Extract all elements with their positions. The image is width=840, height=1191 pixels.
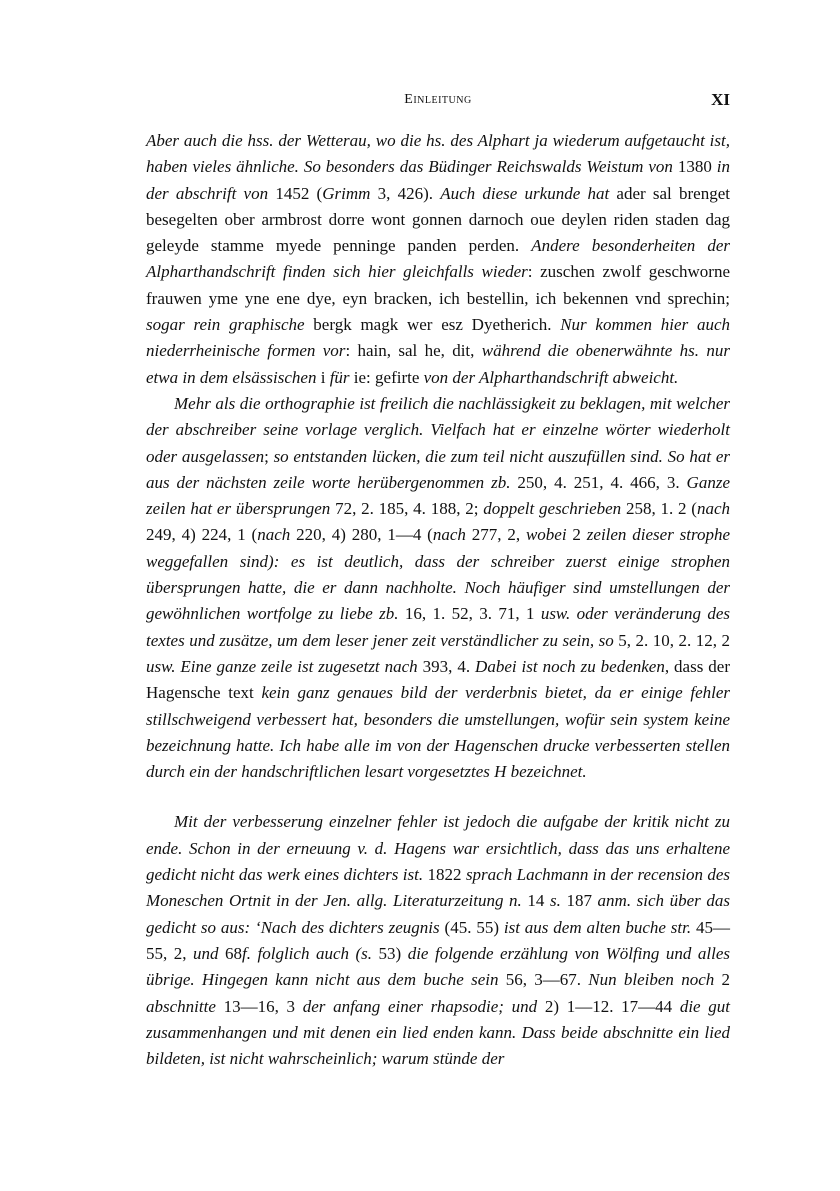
italic-text: der anfang einer rhapsodie; und [302,996,545,1016]
roman-text: , dass der Hagensche text [146,656,730,703]
running-header [146,92,730,116]
italic-text: die gut zusammenhangen und mit denen ein lied enden kann. Dass beide abschnitte ein lied bildeten, ist nicht wahrscheinlich; warum stünde der [146,996,731,1069]
italic-text: sprach Lachmann in der recension des Moneschen Ortnit in der Jen. allg. Literaturzeitung n. [146,865,731,911]
roman-text: 187 [566,891,598,911]
italic-text: sogar rein graphische [146,315,314,335]
roman-text: i [320,367,330,387]
roman-text: ie: gefirte [353,367,424,387]
roman-text: 72, 2. 185, 4. 188, 2; [335,499,484,519]
italic-text: Mehr als die orthographie ist freilich die nachlässigkeit zu beklagen, mit welcher der abschreiber seine vorlage verglich. Vielfach hat er einzelne wörter wiederholt oder ausgelassen [146,393,730,466]
roman-text: 393, 4. [422,656,476,676]
roman-text: (45. 55) [444,917,504,937]
italic-text: Andere besonderheiten der Alpharthandschrift finden sich hier gleichfalls wieder [146,236,730,282]
roman-text: 250, 4. 251, 4. 466, 3. [517,472,687,492]
italic-text: Nun bleiben noch [588,970,722,990]
roman-text: 14 [527,891,550,911]
italic-text: so entstanden lücken, die zum teil nicht auszufüllen sind. So hat er aus der nächsten zeile worte herübergenommen zb. [146,446,730,492]
italic-text: Nur kommen hier auch niederrheinische formen vor [146,315,730,361]
roman-text: 2) 1—12. 17—44 [544,996,680,1016]
roman-text: 68 [225,943,243,963]
roman-text: bergk magk wer esz Dyetherich. [313,315,561,335]
italic-text: für [329,367,354,387]
italic-text: abschnitte [146,996,224,1016]
page-number: XI [711,90,730,109]
italic-text: s. [549,891,567,911]
italic-text: anm. sich über das gedicht so aus: ‘Nach des dichters zeugnis [146,891,731,937]
roman-text: 1380 [677,157,717,177]
roman-text: 5, 2. 10, 2. 12, 2 [618,630,730,650]
roman-text: : hain, sal he, dit, [345,341,482,361]
roman-text: 1452 ( [275,183,323,203]
roman-text: 277, 2, [471,525,526,545]
italic-text: in der abschrift von [146,157,731,203]
italic-text: und [193,943,226,963]
italic-text: nach [257,525,297,545]
italic-text: ist aus dem alten buche str. [503,917,697,937]
italic-text: doppelt geschrieben [483,499,626,519]
italic-text: nach [432,525,472,545]
italic-text: wobei [525,525,573,545]
roman-text: 2 [721,970,731,990]
italic-text: nach [696,499,730,519]
roman-text: : zuschen zwolf geschworne frauwen yme yne ene dye, eyn bracken, ich bestellin, ich bekennen vnd sprechin; [146,262,730,308]
roman-text: ; [264,446,274,466]
italic-text: usw. oder veränderung des textes und zusätze, um dem leser jener zeit verständlicher zu sein, so [146,604,731,650]
italic-text: Dabei ist noch zu bedenken [475,656,665,676]
italic-text: von der Alpharthandschrift abweicht. [423,367,679,387]
paragraph [146,809,730,1072]
roman-text: 56, 3—67. [505,970,589,990]
roman-text: 13—16, 3 [223,996,303,1016]
italic-text: Mit der verbesserung einzelner fehler ist jedoch die aufgabe der kritik nicht zu ende. Schon in der erneuung v. d. Hagens war ersichtlich, dass das uns erhaltene gedicht nicht das werk eines dichters ist. [146,812,730,885]
italic-text: Auch diese urkunde hat [440,183,617,203]
italic-text: f. folglich auch (s. [242,943,379,963]
roman-text: 249, 4) 224, 1 ( [146,525,258,545]
roman-text: 2 [572,525,587,545]
roman-text: 220, 4) 280, 1—4 ( [296,525,433,545]
roman-text: 16, 1. 52, 3. 71, 1 [404,604,541,624]
body-text [146,128,730,1072]
roman-text: ader sal brenget besegelten ober armbrost dorre wont gonnen darnoch oue deylen riden staden dag geleyde stamme myede penninge panden perden. [146,183,730,256]
italic-text: usw. Eine ganze zeile ist zugesetzt nach [146,656,423,676]
paragraph [146,128,730,391]
roman-text: 45—55, 2, [146,917,731,963]
italic-text: Ganze zeilen hat er übersprungen [146,472,730,519]
roman-text: 3, 426). [377,183,441,203]
italic-text: zeilen dieser strophe weggefallen sind): es ist deutlich, dass der schreiber zuerst einige strophen übersprungen hatte, die er dann nachholte. Noch häufiger sind umstellungen der gewöhnlichen wortfolge zu liebe zb. [146,525,731,624]
header-title: Einleitung [404,92,472,107]
italic-text: Grimm [322,183,378,203]
italic-text: während die obenerwähnte hs. nur etwa in dem elsässischen [146,341,731,387]
italic-text: die folgende erzählung von Wölfing und alles übrige. Hingegen kann nicht aus dem buche sein [146,943,731,990]
italic-text: kein ganz genaues bild der verderbnis bietet, da er einige fehler stillschweigend verbessert hat, besonders die umstellungen, wofür sein system keine bezeichnung hatte. Ich habe alle im von der Hagenschen drucke verbesserten stellen durch ein der handschriftlichen lesart vorgesetztes H bezeichnet. [146,683,730,782]
paragraph [146,391,730,785]
italic-text: Aber auch die hss. der Wetterau, wo die hs. des Alphart ja wiederum aufgetaucht ist, haben vieles ähnliche. So besonders das Büdinger Reichswalds Weistum von [146,131,730,177]
roman-text: 1822 [427,865,466,885]
roman-text: 53) [378,943,408,963]
roman-text: 258, 1. 2 ( [625,499,697,519]
